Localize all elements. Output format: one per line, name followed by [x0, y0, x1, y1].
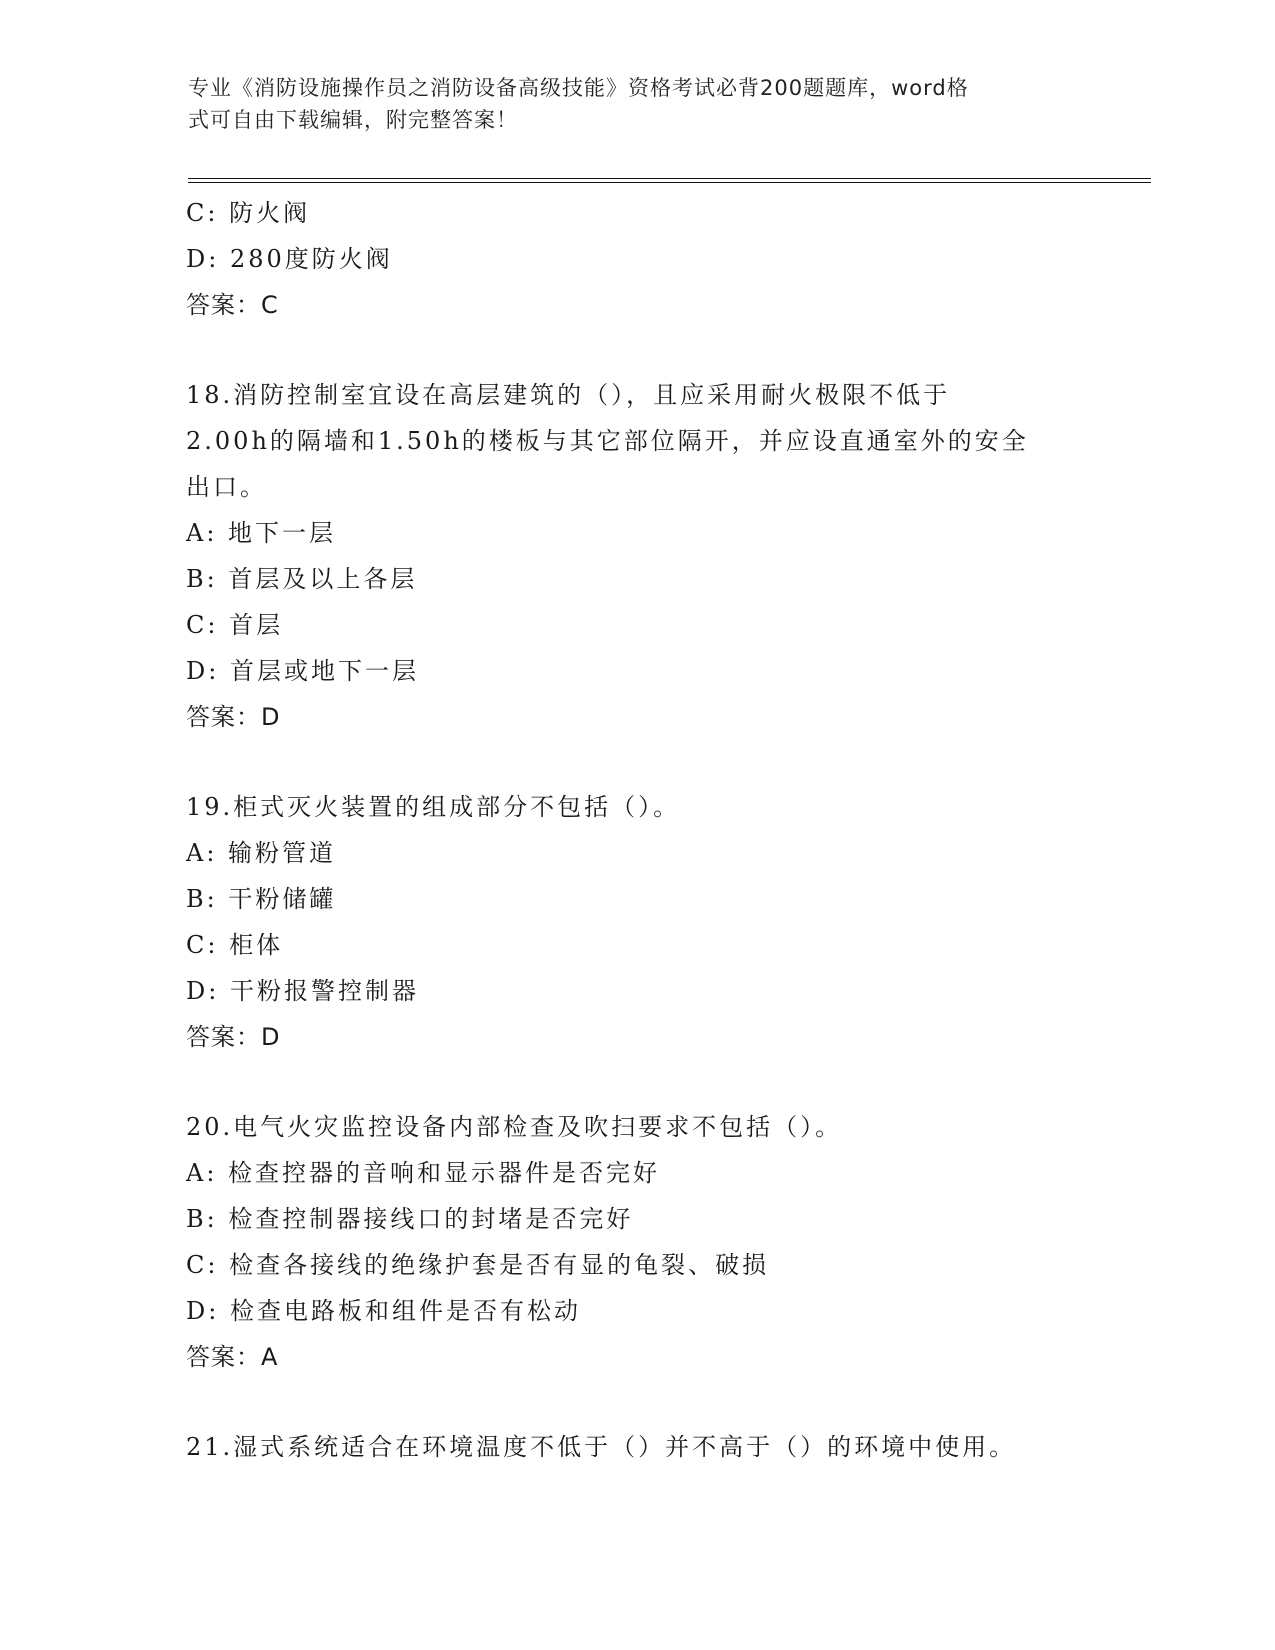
header-divider-top: [188, 178, 1151, 179]
option-c: C: 首层: [186, 611, 284, 639]
option-a: A: 输粉管道: [186, 839, 337, 867]
option-c: C: 检查各接线的绝缘护套是否有显的龟裂、破损: [186, 1251, 770, 1279]
answer: 答案：C: [186, 291, 279, 319]
option-b: B: 干粉储罐: [186, 885, 337, 913]
question-21: [186, 1424, 1086, 1470]
question-stem: 20.电气火灾监控设备内部检查及吹扫要求不包括（）。: [186, 1113, 843, 1141]
option-d: D: 检查电路板和组件是否有松动: [186, 1297, 581, 1325]
answer: 答案：D: [186, 1023, 281, 1051]
spacer: [186, 1380, 1086, 1424]
option-b: B: 首层及以上各层: [186, 565, 418, 593]
question-stem-line: 18.消防控制室宜设在高层建筑的（），且应采用耐火极限不低于: [186, 381, 951, 409]
question-stem-line: 出口。: [186, 473, 267, 501]
option-d: D: 280度防火阀: [186, 245, 393, 273]
question-18: [186, 372, 1086, 740]
option-a: A: 地下一层: [186, 519, 337, 547]
document-header: [188, 72, 1088, 136]
header-line-1: 专业《消防设施操作员之消防设备高级技能》资格考试必背200题题库，word格: [188, 76, 969, 100]
option-d: D: 首层或地下一层: [186, 657, 419, 685]
answer: 答案：D: [186, 703, 281, 731]
spacer: [186, 1060, 1086, 1104]
spacer: [186, 328, 1086, 372]
option-d: D: 干粉报警控制器: [186, 977, 419, 1005]
option-a: A: 检查控器的音响和显示器件是否完好: [186, 1159, 661, 1187]
option-b: B: 检查控制器接线口的封堵是否完好: [186, 1205, 634, 1233]
header-divider-bottom: [188, 182, 1151, 183]
option-c: C: 防火阀: [186, 199, 311, 227]
answer: 答案：A: [186, 1343, 279, 1371]
question-stem: 19.柜式灭火装置的组成部分不包括（）。: [186, 793, 681, 821]
question-list: [186, 190, 1086, 1470]
question-stem-line: 2.00h的隔墙和1.50h的楼板与其它部位隔开，并应设直通室外的安全: [186, 427, 1029, 455]
question-19: [186, 784, 1086, 1060]
header-line-2: 式可自由下载编辑，附完整答案！: [188, 108, 518, 132]
question-stem: 21.湿式系统适合在环境温度不低于（）并不高于（）的环境中使用。: [186, 1433, 1017, 1461]
question-17-tail: [186, 190, 1086, 328]
spacer: [186, 740, 1086, 784]
question-20: [186, 1104, 1086, 1380]
option-c: C: 柜体: [186, 931, 284, 959]
